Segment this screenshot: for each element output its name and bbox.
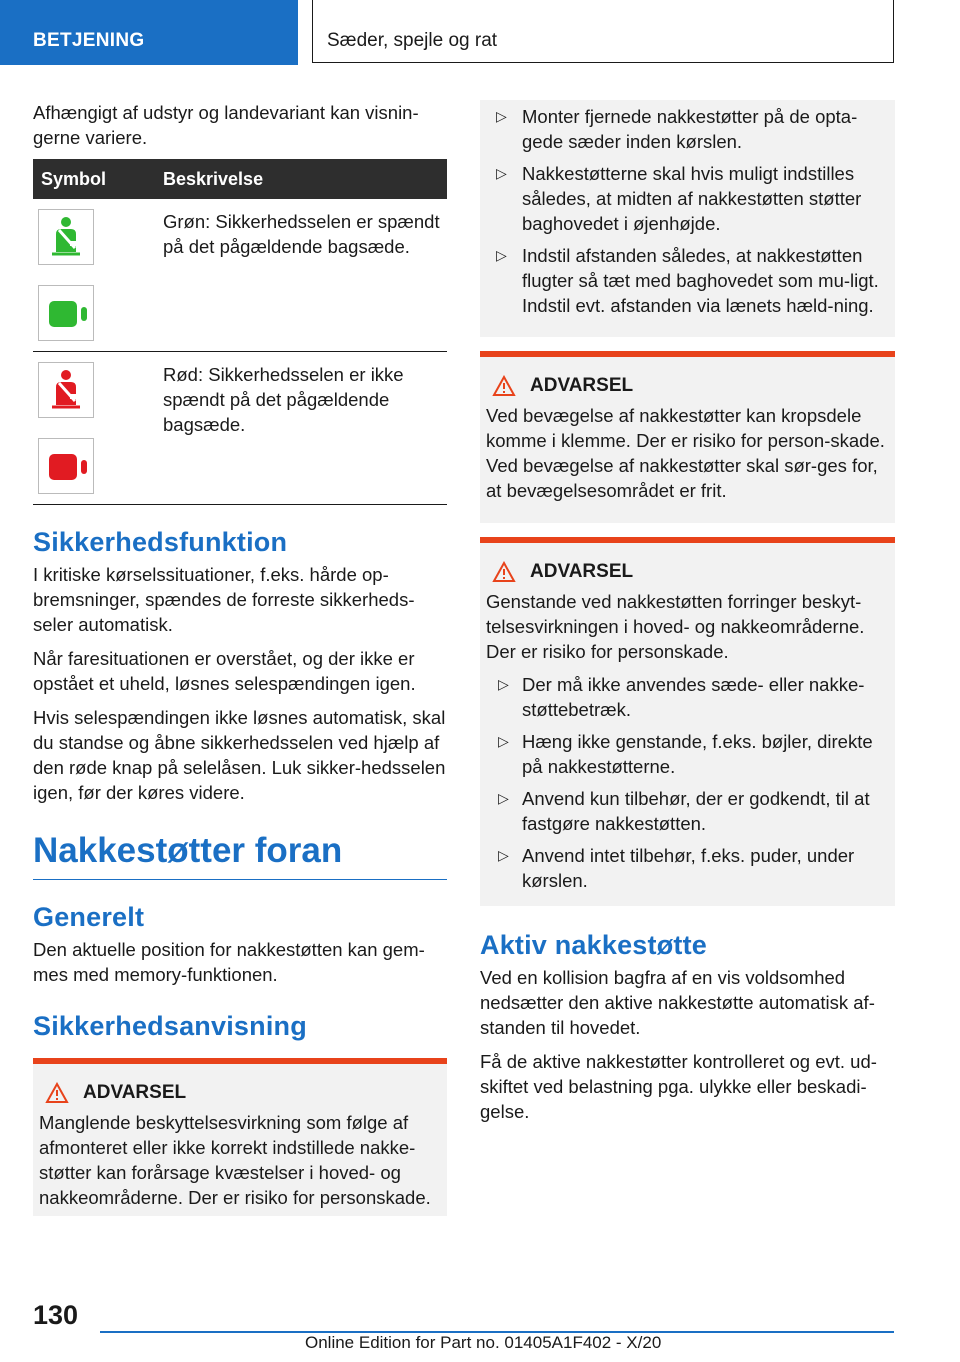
seatbelt-fastened-icon bbox=[38, 209, 94, 265]
warning-triangle-icon bbox=[492, 375, 516, 397]
paragraph: Den aktuelle position for nakkestøtten kan gem-mes med memory-funktionen. bbox=[33, 939, 425, 985]
indicator-green-icon bbox=[38, 285, 94, 341]
list-item bbox=[488, 161, 887, 236]
warning-triangle-icon bbox=[492, 561, 516, 583]
list-item-text: Hæng ikke genstande, f.eks. bøjler, direkte på nakkestøtterne. bbox=[522, 731, 873, 777]
triangle-marker-icon: ▷ bbox=[498, 847, 509, 863]
warning-title bbox=[39, 1082, 441, 1104]
indicator-pill bbox=[49, 454, 77, 480]
right-column bbox=[480, 100, 895, 1133]
warning-title bbox=[486, 375, 889, 397]
indicator-pill bbox=[49, 301, 77, 327]
description-cell: Rød: Sikkerhedsselen er ikke spændt på det pågældende bagsæde. bbox=[155, 352, 447, 505]
list-item-text: Indstil afstanden således, at nakkestøtten flugter så tæt med baghovedet som mu-ligt. Indstil evt. afstanden via lænets hæld-ning. bbox=[522, 245, 879, 316]
left-column bbox=[33, 100, 447, 1216]
section-heading-sikkerhedsfunktion: Sikkerhedsfunktion bbox=[33, 527, 288, 557]
seatbelt-unfastened-icon bbox=[38, 362, 94, 418]
paragraph: Få de aktive nakkestøtter kontrolleret og evt. ud-skiftet ved belastning pga. ulykke eller beskadi-gelse. bbox=[480, 1051, 877, 1122]
paragraph: Hvis selespændingen ikke løsnes automatisk, skal du standse og åbne sikkerhedsselen ved hjælp af den røde knap på selelåsen. Luk sikker-hedsselen igen, før der køres videre. bbox=[33, 707, 446, 803]
table-header-symbol: Symbol bbox=[33, 159, 155, 199]
list-item bbox=[486, 786, 889, 836]
warning-box bbox=[33, 1058, 447, 1216]
table-row bbox=[33, 352, 447, 505]
list-item-text: Nakkestøtterne skal hvis muligt indstilles således, at midten af nakkestøtten støtter baghovedet i øjenhøjde. bbox=[522, 163, 862, 234]
warning-label: ADVARSEL bbox=[530, 561, 634, 582]
triangle-marker-icon: ▷ bbox=[496, 108, 507, 124]
paragraph: Ved en kollision bagfra af en vis voldsomhed nedsætter den aktive nakkestøtte automatisk af-standen til hovedet. bbox=[480, 967, 875, 1038]
warning-list bbox=[486, 672, 889, 893]
triangle-marker-icon: ▷ bbox=[498, 790, 509, 806]
page-title: Nakkestøtter foran bbox=[33, 831, 447, 880]
list-item bbox=[488, 243, 887, 318]
list-item bbox=[486, 843, 889, 893]
symbol-cell bbox=[33, 199, 155, 352]
warning-text: Ved bevægelse af nakkestøtter kan kropsdele komme i klemme. Der er risiko for person-skade. Ved bevægelse af nakkestøtter skal sør-ges for, at bevægelsesområdet er frit. bbox=[486, 405, 885, 501]
description-cell: Grøn: Sikkerhedsselen er spændt på det pågældende bagsæde. bbox=[155, 199, 447, 352]
triangle-marker-icon: ▷ bbox=[496, 165, 507, 181]
list-item-text: Der må ikke anvendes sæde- eller nakke-støttebetræk. bbox=[522, 674, 865, 720]
triangle-marker-icon: ▷ bbox=[496, 247, 507, 263]
table-header-description: Beskrivelse bbox=[155, 159, 447, 199]
triangle-marker-icon: ▷ bbox=[498, 733, 509, 749]
table-row bbox=[33, 199, 447, 352]
indicator-red-icon bbox=[38, 438, 94, 494]
page-number: 130 bbox=[33, 1300, 79, 1330]
section-label: BETJENING bbox=[33, 30, 145, 51]
section-heading-sikkerhedsanvisning: Sikkerhedsanvisning bbox=[33, 1011, 307, 1041]
chapter-header bbox=[312, 0, 894, 63]
paragraph: I kritiske kørselssituationer, f.eks. hårde op-bremsninger, spændes de forreste sikkerheds-seler automatisk. bbox=[33, 564, 415, 635]
warning-label: ADVARSEL bbox=[530, 375, 634, 396]
warning-box bbox=[480, 537, 895, 906]
warning-title bbox=[486, 561, 889, 583]
instruction-list bbox=[488, 104, 887, 318]
chapter-title: Sæder, spejle og rat bbox=[327, 30, 498, 51]
warning-text: Genstande ved nakkestøtten forringer beskyt-telsesvirkningen i hoved- og nakkeområderne. Der er risiko for personskade. bbox=[486, 591, 865, 662]
warning-box bbox=[480, 351, 895, 523]
list-item bbox=[486, 672, 889, 722]
section-heading-generelt: Generelt bbox=[33, 902, 145, 932]
warning-label: ADVARSEL bbox=[83, 1082, 187, 1103]
triangle-marker-icon: ▷ bbox=[498, 676, 509, 692]
instruction-box bbox=[480, 100, 895, 337]
list-item-text: Anvend intet tilbehør, f.eks. puder, under kørslen. bbox=[522, 845, 855, 891]
warning-triangle-icon bbox=[45, 1082, 69, 1104]
paragraph: Når faresituationen er overstået, og der ikke er opstået et uheld, løsnes selespændingen igen. bbox=[33, 648, 416, 694]
intro-text: Afhængigt af udstyr og landevariant kan visnin-gerne variere. bbox=[33, 102, 419, 148]
section-tab bbox=[0, 0, 298, 65]
list-item bbox=[486, 729, 889, 779]
symbol-cell bbox=[33, 352, 155, 505]
section-heading-aktiv-nakkestotte: Aktiv nakkestøtte bbox=[480, 930, 707, 960]
warning-text: Manglende beskyttelsesvirkning som følge af afmonteret eller ikke korrekt indstillede nakke-støtter kan forårsage kvæstelser i hoved- og nakkeområderne. Der er risiko for personskade. bbox=[39, 1112, 431, 1208]
list-item-text: Anvend kun tilbehør, der er godkendt, til at fastgøre nakkestøtten. bbox=[522, 788, 870, 834]
list-item bbox=[488, 104, 887, 154]
footer-edition: Online Edition for Part no. 01405A1F402 - X/20 bbox=[305, 1333, 662, 1352]
list-item-text: Monter fjernede nakkestøtter på de opta-gede sæder inden kørslen. bbox=[522, 106, 858, 152]
symbol-table bbox=[33, 159, 447, 505]
